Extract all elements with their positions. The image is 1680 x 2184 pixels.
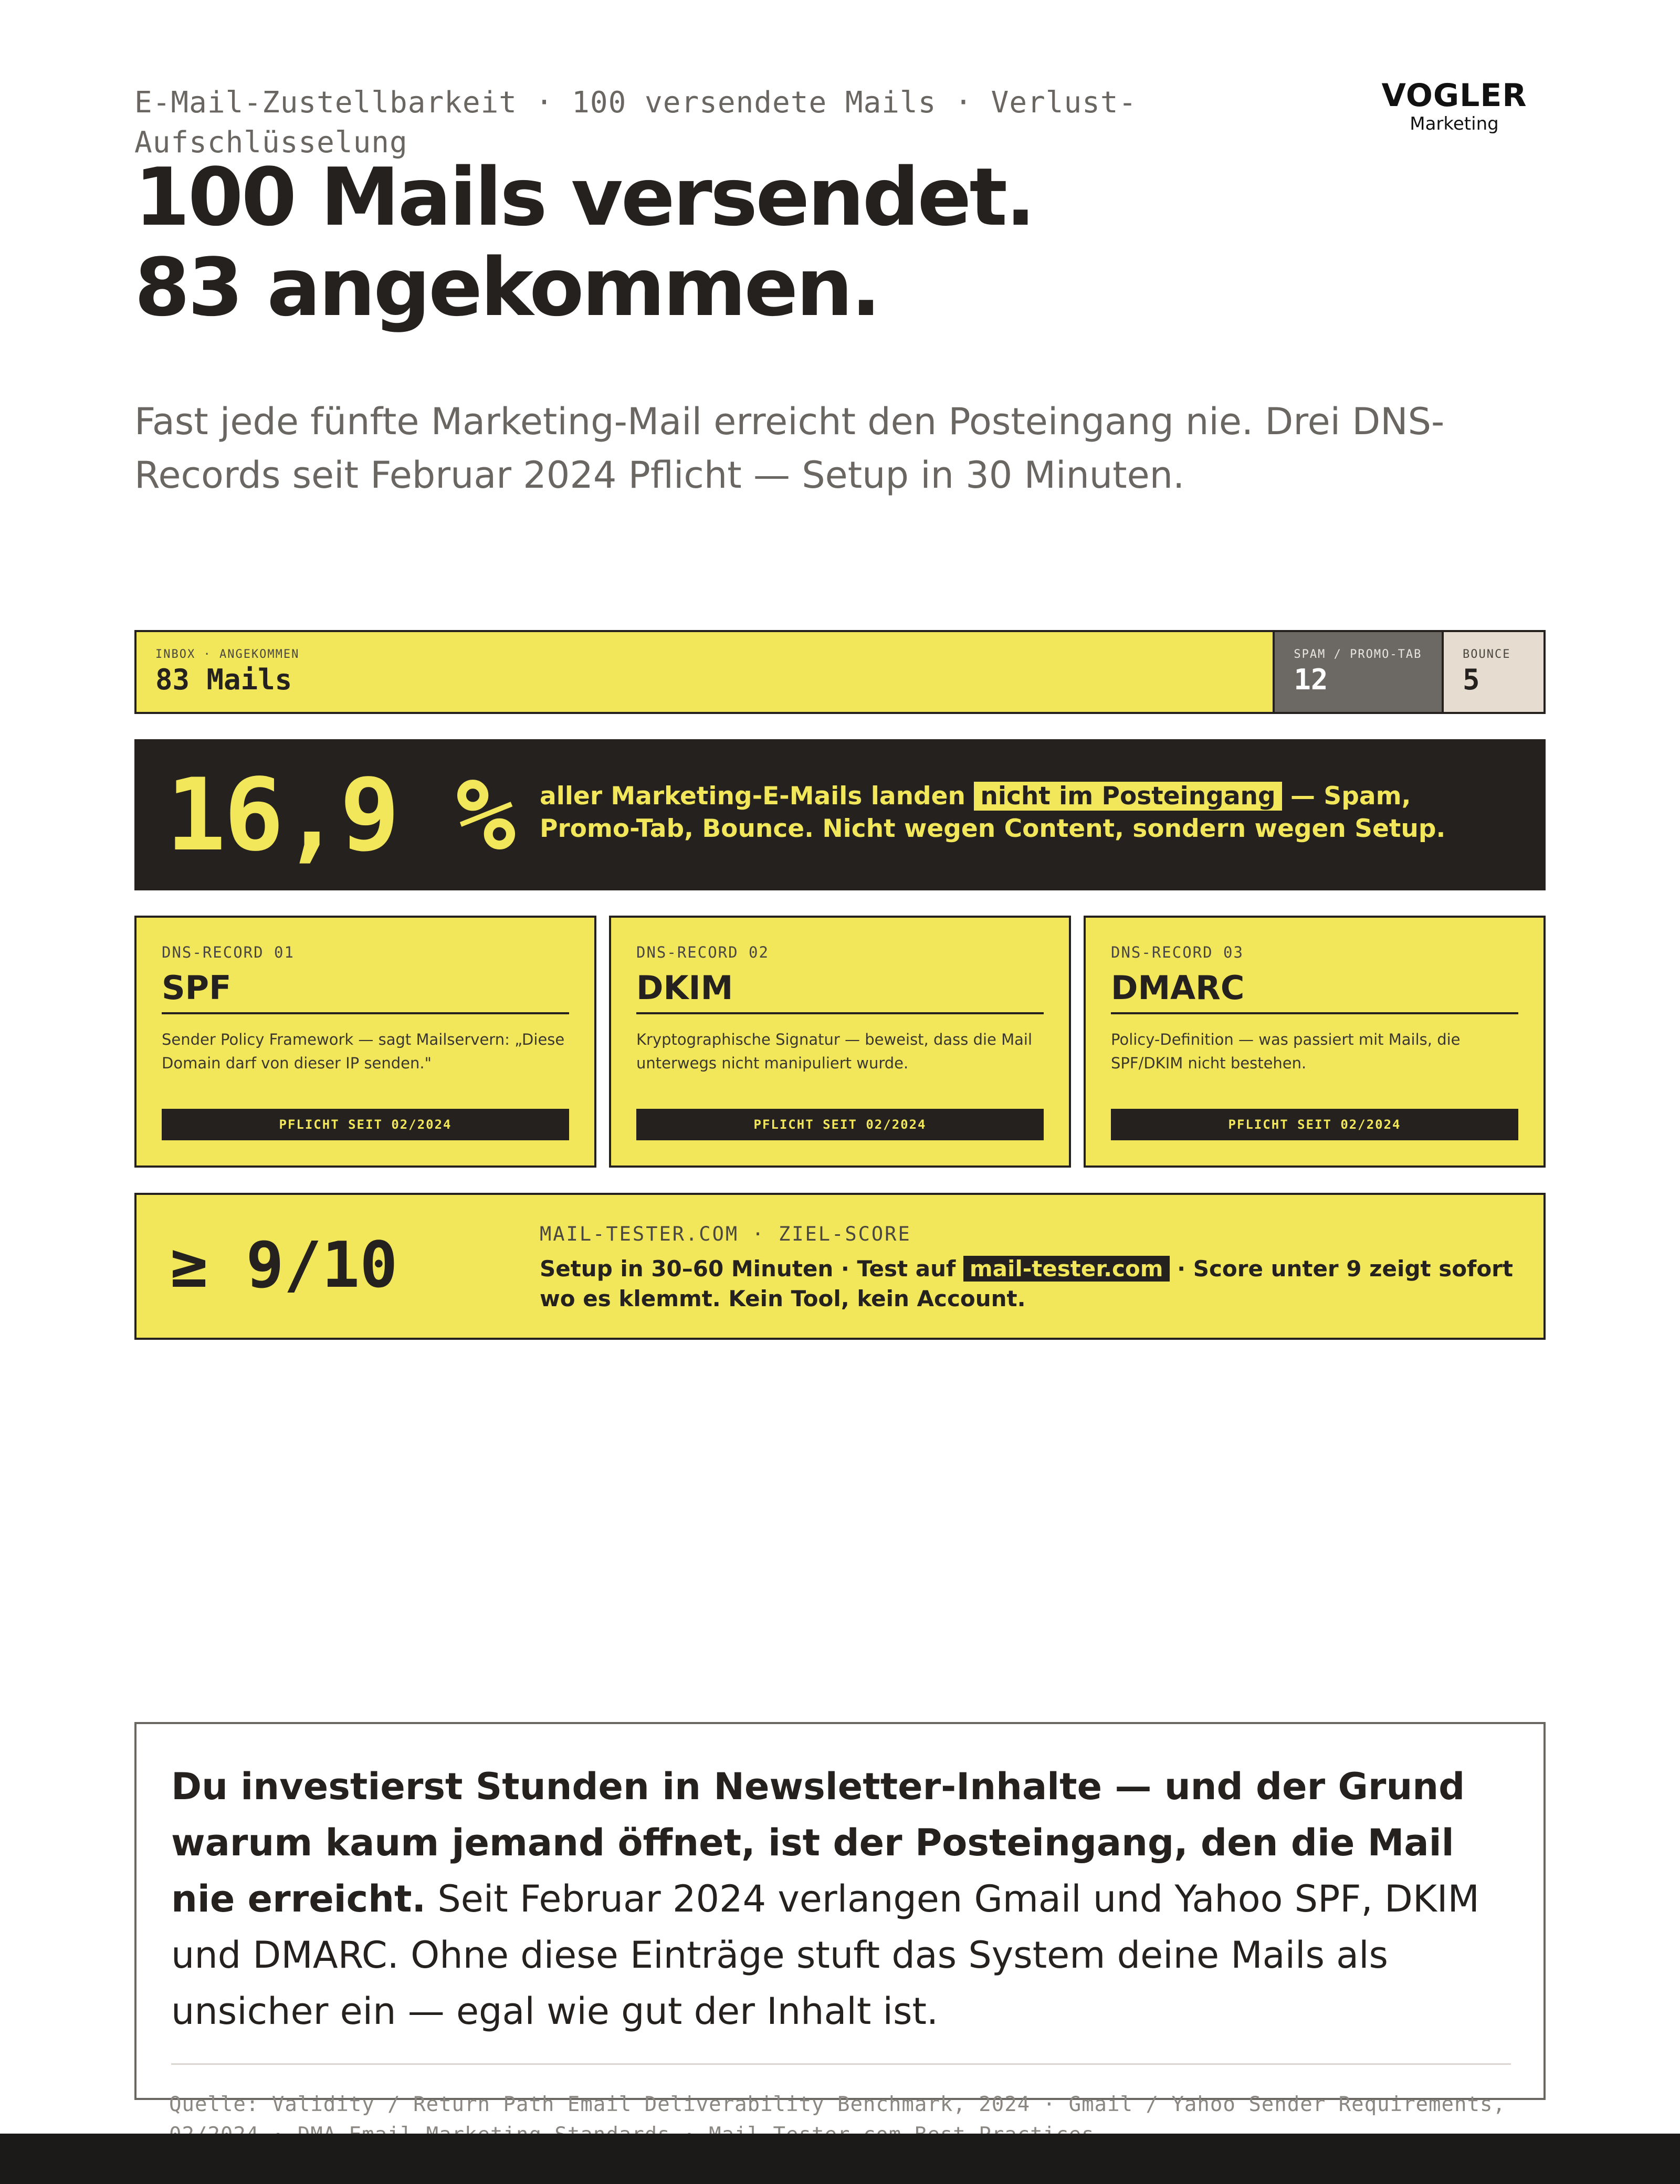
required-badge: PFLICHT SEIT 02/2024 [1111,1109,1518,1140]
footer-bar [0,2134,1680,2184]
headline-line-2: 83 angekommen. [134,241,879,334]
logo-subtitle: Marketing [1410,113,1499,134]
card-kicker: DNS-RECORD 02 [636,943,769,961]
quote-bold: Du investierst Stunden in Newsletter-Inhalte — und der Grund warum kaum jemand öffnet, ist der Posteingang, den die Mail nie erreicht. [171,1765,1465,1920]
card-title: SPF [162,967,569,1014]
dns-card-dkim [609,916,1071,1168]
loss-percentage: 16,9 % [166,757,514,873]
score-text-before: Setup in 30–60 Minuten · Test auf [540,1256,956,1282]
segment-label: BOUNCE [1462,648,1511,661]
segment-spam [1275,632,1444,712]
page-headline [134,152,1394,333]
segment-label: SPAM / PROMO-TAB [1294,648,1422,661]
page-kicker: E-Mail-Zustellbarkeit · 100 versendete Mails · Verlust-Aufschlüsselung [134,86,1137,160]
score-kicker: MAIL-TESTER.COM · ZIEL-SCORE [540,1223,911,1245]
stat-text-after: — Spam, Promo-Tab, Bounce. Nicht wegen Content, sondern wegen Setup. [540,782,1446,843]
card-kicker: DNS-RECORD 01 [162,943,295,961]
score-text-after: · Score unter 9 zeigt sofort wo es klemmt. Kein Tool, kein Account. [540,1256,1513,1311]
segment-inbox [136,632,1275,712]
loss-stat-panel [134,739,1546,890]
required-badge: PFLICHT SEIT 02/2024 [636,1109,1044,1140]
stat-text-before: aller Marketing-E-Mails landen [540,782,966,811]
card-description: Sender Policy Framework — sagt Mailservern: „Diese Domain darf von dieser IP senden." [162,1031,565,1072]
source-note: Quelle: Validity / Return Path Email Deliverability Benchmark, 2024 · Gmail / Yahoo Sender Requirements, [169,2093,1506,2116]
quote-text [171,1759,1515,2040]
dns-card-dmarc [1084,916,1546,1168]
segment-value: 83 Mails [155,663,292,696]
delivery-distribution-bar [134,630,1546,714]
segment-bounce [1444,632,1544,712]
target-score-panel [134,1193,1546,1340]
card-description: Policy-Definition — was passiert mit Mails, die SPF/DKIM nicht bestehen. [1111,1031,1461,1072]
dns-card-spf [134,916,596,1168]
score-description [540,1254,1516,1314]
target-score-value: ≥ 9/10 [170,1229,398,1302]
page-subline: Fast jede fünfte Marketing-Mail erreicht den Posteingang nie. Drei DNS-Records seit Februar 2024 Pflicht — Setup in 30 Minuten. [134,400,1445,497]
card-title: DMARC [1111,967,1518,1014]
loss-description [540,780,1506,845]
card-title: DKIM [636,967,1044,1014]
quote-regular: Seit Februar 2024 verlangen Gmail und Yahoo SPF, DKIM und DMARC. Ohne diese Einträge stuft das System deine Mails als unsicher ein — egal wie gut der Inhalt ist. [171,1877,1479,2033]
segment-value: 12 [1294,663,1328,696]
headline-line-1: 100 Mails versendet. [134,151,1034,244]
stat-highlight: nicht im Posteingang [974,782,1282,811]
card-kicker: DNS-RECORD 03 [1111,943,1244,961]
card-description: Kryptographische Signatur — beweist, dass die Mail unterwegs nicht manipuliert wurde. [636,1031,1033,1072]
segment-value: 5 [1462,663,1480,696]
quote-box [134,1722,1546,2100]
brand-logo [1344,79,1564,135]
required-badge: PFLICHT SEIT 02/2024 [162,1109,569,1140]
mail-tester-link[interactable]: mail-tester.com [963,1256,1170,1282]
segment-label: INBOX · ANGEKOMMEN [155,648,300,661]
divider [171,2063,1511,2065]
logo-name: VOGLER [1381,77,1527,114]
